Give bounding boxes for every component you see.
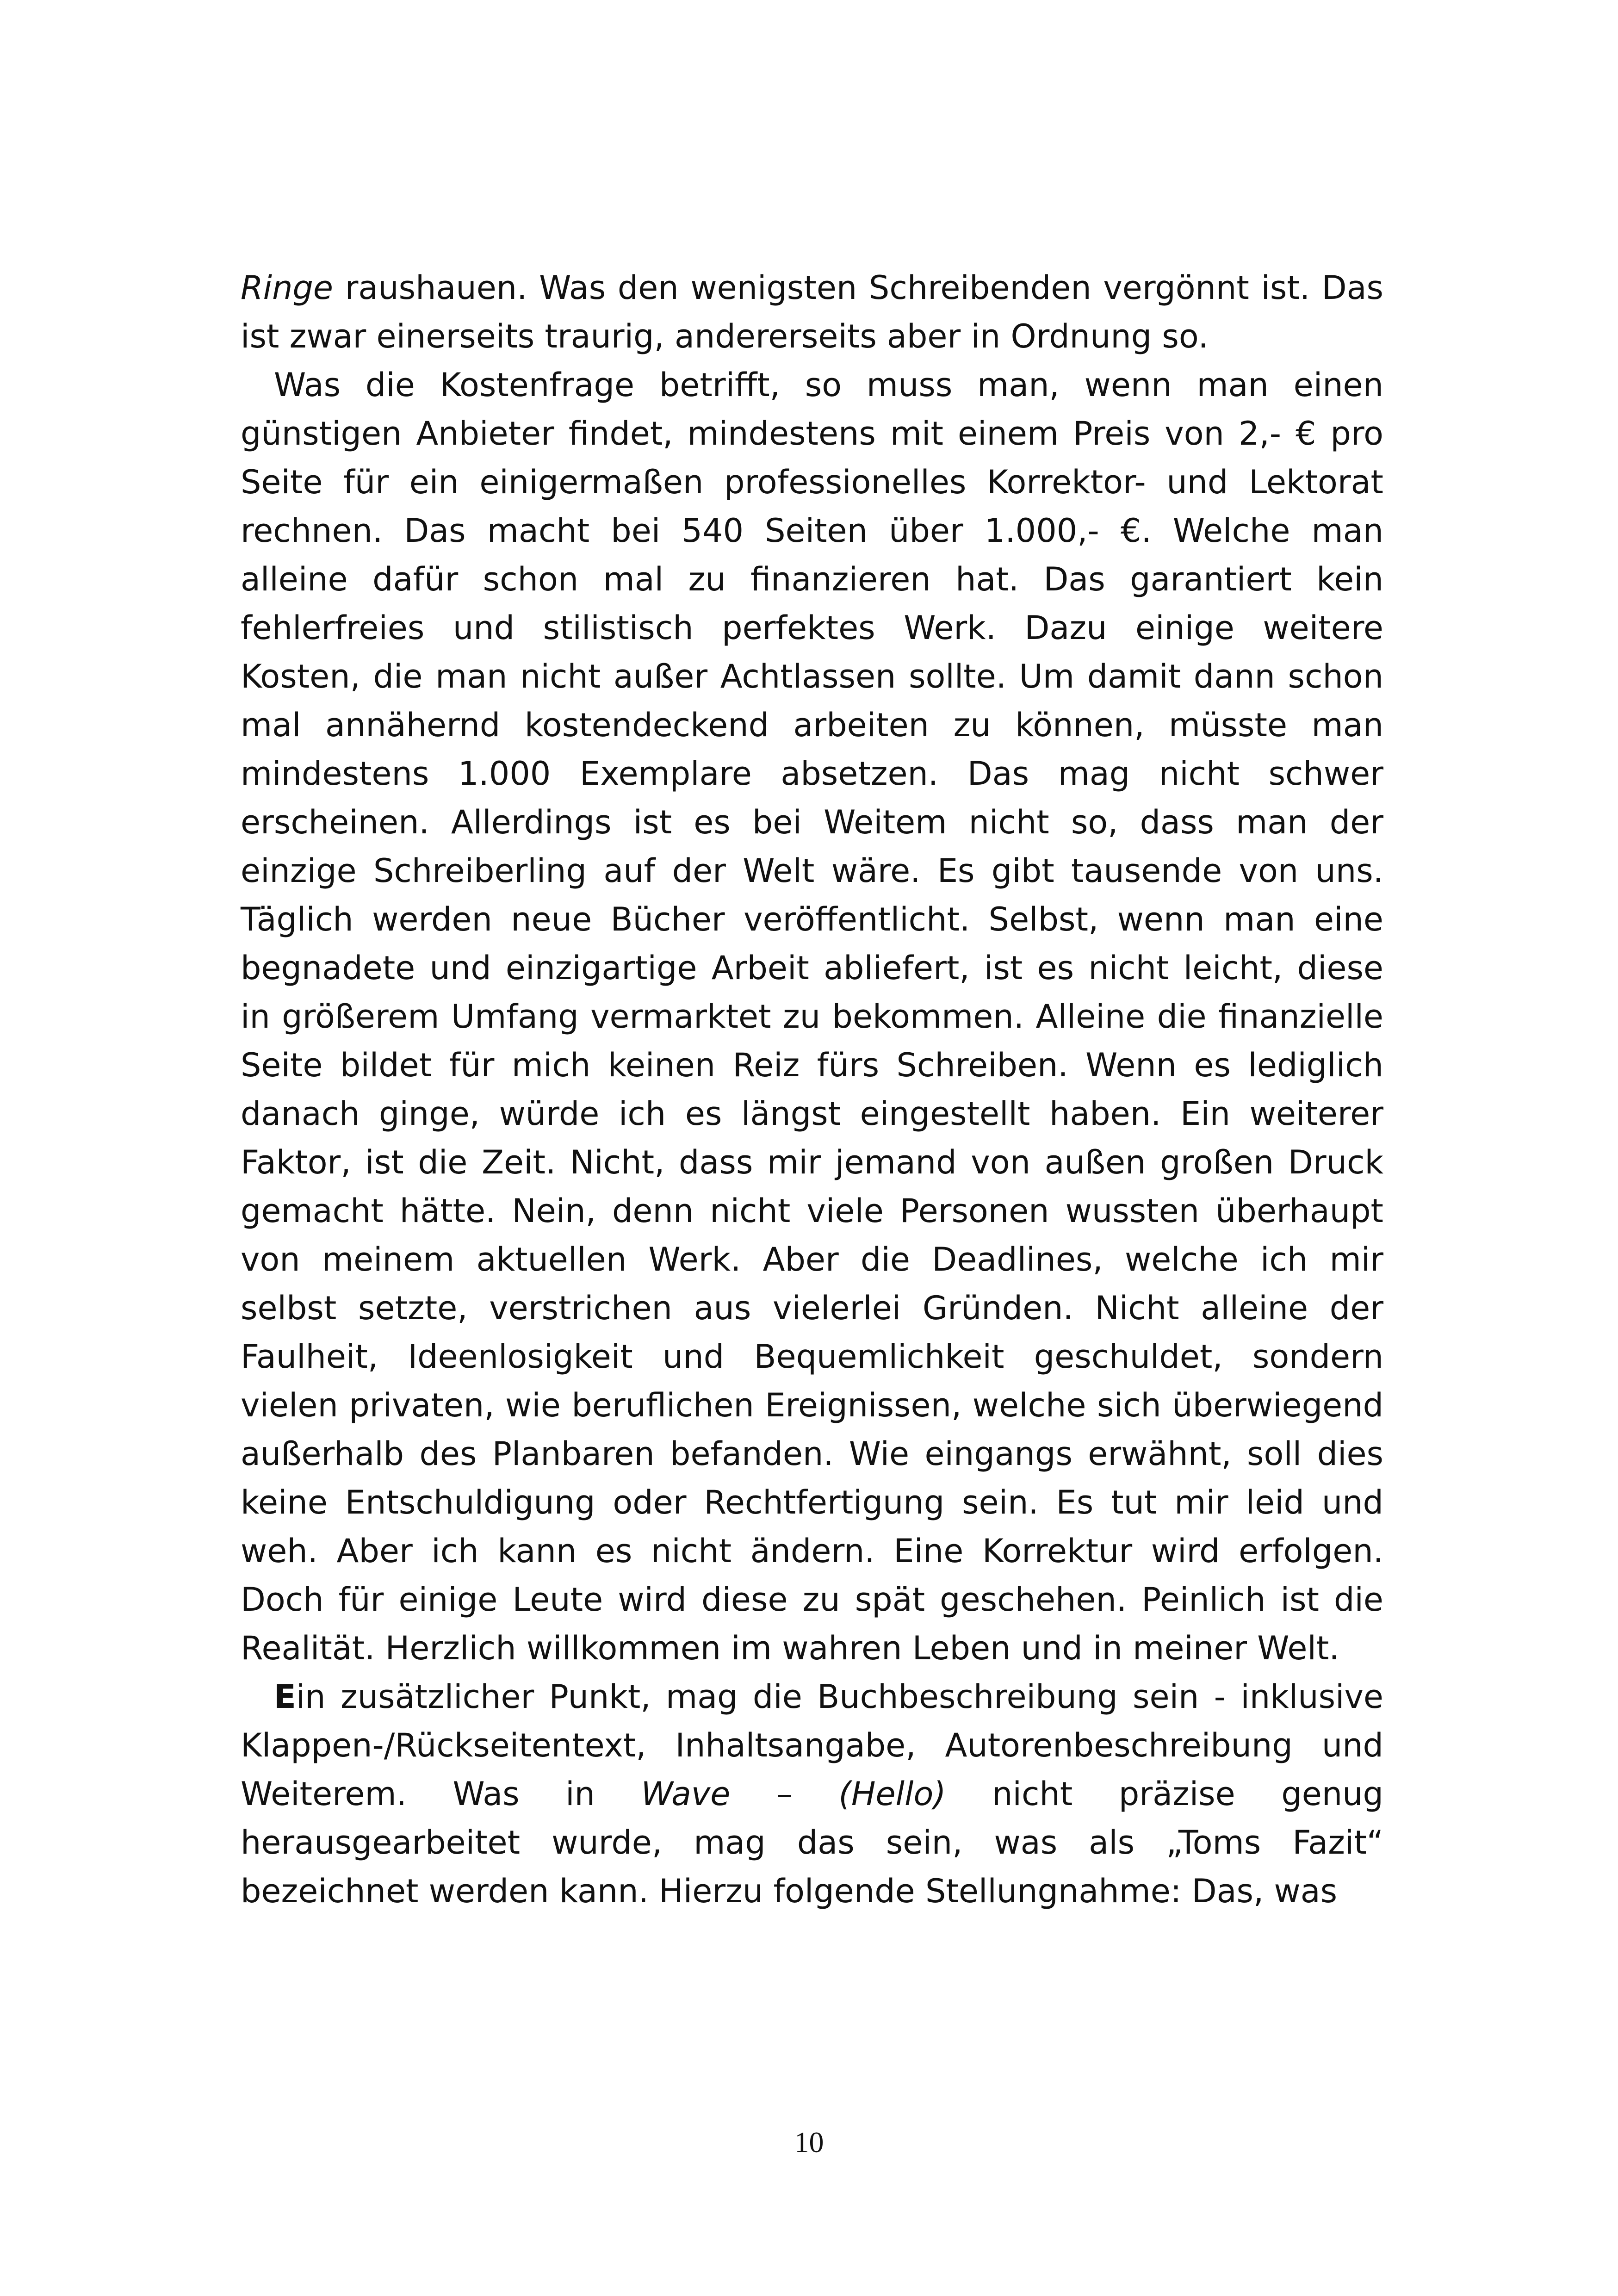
bold-initial-letter: E [274, 1678, 296, 1716]
paragraph-3 [241, 1673, 1383, 1916]
paragraph-2: Was die Kostenfrage betrifft, so muss man, wenn man einen günstigen Anbieter findet, mindestens mit einem Preis von 2,- € pro Seite für ein einigermaßen professionelles Korrektor- und Lektorat rechnen. Das macht bei 540 Seiten über 1.000,- €. Welche man alleine dafür schon mal zu finanzieren hat. Das garantiert kein fehlerfreies und stilistisch perfektes Werk. Dazu einige weitere Kosten, die man nicht außer Achtlassen sollte. Um damit dann schon mal annähernd kostendeckend arbeiten zu können, müsste man mindestens 1.000 Exemplare absetzen. Das mag nicht schwer erscheinen. Allerdings ist es bei Weitem nicht so, dass man der einzige Schreiberling auf der Welt wäre. Es gibt tausende von uns. Täglich werden neue Bücher veröffentlicht. Selbst, wenn man eine begnadete und einzigartige Arbeit abliefert, ist es nicht leicht, diese in größerem Umfang vermarktet zu bekommen. Alleine die finanzielle Seite bildet für mich keinen Reiz fürs Schreiben. Wenn es lediglich danach ginge, würde ich es längst eingestellt haben. Ein weiterer Faktor, ist die Zeit. Nicht, dass mir jemand von außen großen Druck gemacht hätte. Nein, denn nicht viele Personen wussten überhaupt von meinem aktuellen Werk. Aber die Deadlines, welche ich mir selbst setzte, verstrichen aus vielerlei Gründen. Nicht alleine der Faulheit, Ideenlosigkeit und Bequemlichkeit geschuldet, sondern vielen privaten, wie beruflichen Ereignissen, welche sich überwiegend außerhalb des Planbaren befanden. Wie eingangs erwähnt, soll dies keine Entschuldigung oder Rechtfertigung sein. Es tut mir leid und weh. Aber ich kann es nicht ändern. Eine Korrektur wird erfolgen. Doch für einige Leute wird diese zu spät geschehen. Peinlich ist die Realität. Herzlich willkommen im wahren Leben und in meiner Welt. [241, 366, 1383, 1667]
paragraph-1 [241, 264, 1383, 361]
paragraph-3-text-b: nicht präzise genug herausgearbeitet wurde, mag das sein, was als „Toms Fazit“ bezeichnet werden kann. Hierzu folgende Stellungnahme: Das, was [241, 1775, 1383, 1910]
paragraph-3-text-a: in zusätzlicher Punkt, mag die Buchbeschreibung sein - inklusive Klappen-/Rückseitentext, Inhaltsangabe, Autorenbeschreibung und Weiterem. Was in [241, 1678, 1383, 1813]
page-number: 10 [794, 2126, 824, 2159]
italic-word-ringe: Ringe [241, 269, 333, 307]
italic-title-hello: (Hello) [838, 1775, 946, 1813]
paragraph-1-text: raushauen. Was den wenigsten Schreibenden vergönnt ist. Das ist zwar einerseits traurig, andererseits aber in Ordnung so. [241, 269, 1383, 355]
body-text [241, 264, 1383, 1916]
title-dash: – [730, 1775, 839, 1813]
italic-title-wave: Wave [641, 1775, 731, 1813]
